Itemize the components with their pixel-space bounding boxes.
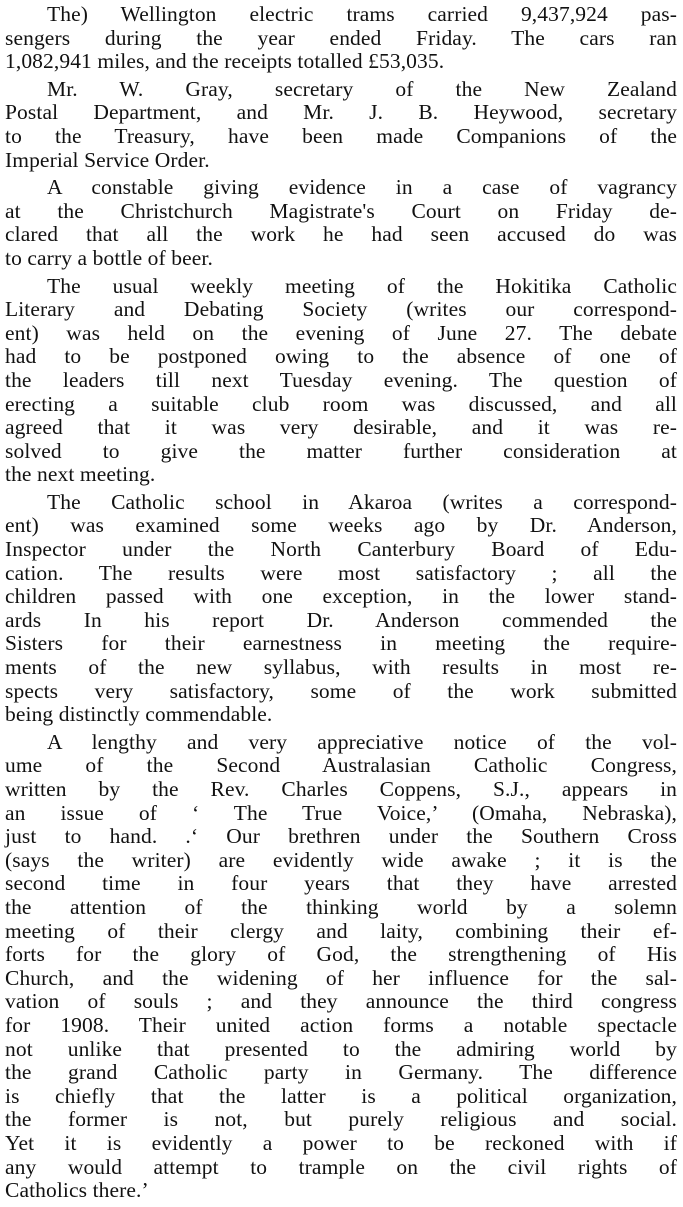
- text-line: Postal Department, and Mr. J. B. Heywood, secretary: [5, 100, 677, 125]
- text-line: an issue of ‘ The True Voice,’ (Omaha, Nebraska),: [5, 800, 677, 825]
- text-line: agreed that it was very desirable, and it was re-: [5, 415, 677, 440]
- text-line: forts for the glory of God, the strengthening of His: [5, 942, 677, 967]
- paragraph-imperial-service-order: [5, 78, 677, 172]
- text-line: being distinctly commendable.: [5, 702, 273, 727]
- text-line: Church, and the widening of her influence for the sal-: [5, 965, 677, 990]
- text-line: ent) was examined some weeks ago by Dr. Anderson,: [5, 513, 677, 538]
- text-line: ments of the new syllabus, with results in most re-: [5, 655, 677, 680]
- text-line: The usual weekly meeting of the Hokitika Catholic: [47, 273, 677, 298]
- text-line: the former is not, but purely religious and social.: [5, 1107, 677, 1132]
- paragraph-hokitika-society: [5, 275, 677, 487]
- text-line: solved to give the matter further consideration at: [5, 438, 677, 463]
- text-line: children passed with one exception, in the lower stand-: [5, 584, 677, 609]
- paragraph-vagrancy-case: [5, 176, 677, 270]
- text-line: ards In his report Dr. Anderson commended the: [5, 607, 677, 632]
- text-line: for 1908. Their united action forms a notable spectacle: [5, 1012, 677, 1037]
- article-column: [5, 3, 677, 1207]
- text-line: The) Wellington electric trams carried 9,437,924 pas-: [47, 2, 677, 26]
- text-line: second time in four years that they have arrested: [5, 871, 677, 896]
- text-line: Yet it is evidently a power to be reckoned with if: [5, 1130, 677, 1155]
- text-line: The Catholic school in Akaroa (writes a correspond-: [47, 489, 677, 514]
- text-line: ent) was held on the evening of June 27. The debate: [5, 320, 677, 345]
- text-line: the next meeting.: [5, 462, 156, 487]
- paragraph-akaroa-school: [5, 491, 677, 727]
- text-line: Sisters for their earnestness in meeting the require-: [5, 631, 677, 656]
- text-line: Literary and Debating Society (writes our correspond-: [5, 297, 677, 322]
- text-line: Inspector under the North Canterbury Board of Edu-: [5, 537, 677, 562]
- text-line: the leaders till next Tuesday evening. The question of: [5, 367, 677, 392]
- text-line: not unlike that presented to the admiring world by: [5, 1036, 677, 1061]
- text-line: A constable giving evidence in a case of vagrancy: [47, 175, 677, 200]
- text-line: sengers during the year ended Friday. The cars ran: [5, 25, 677, 50]
- paragraph-catholic-congress: [5, 731, 677, 1203]
- text-line: (says the writer) are evidently wide awake ; it is the: [5, 847, 677, 872]
- text-line: at the Christchurch Magistrate's Court on Friday de-: [5, 198, 677, 223]
- text-line: erecting a suitable club room was discussed, and all: [5, 391, 677, 416]
- text-line: spects very satisfactory, some of the work submitted: [5, 678, 677, 703]
- text-line: Catholics there.’: [5, 1178, 149, 1203]
- text-line: written by the Rev. Charles Coppens, S.J., appears in: [5, 777, 677, 801]
- text-line: is chiefly that the latter is a political organization,: [5, 1083, 677, 1108]
- text-line: meeting of their clergy and laity, combining their ef-: [5, 918, 677, 943]
- text-line: cation. The results were most satisfactory ; all the: [5, 560, 677, 585]
- text-line: just to hand. .‘ Our brethren under the Southern Cross: [5, 824, 677, 849]
- text-line: the attention of the thinking world by a solemn: [5, 894, 677, 919]
- text-line: Imperial Service Order.: [5, 147, 210, 172]
- text-line: A lengthy and very appreciative notice of the vol-: [47, 729, 677, 754]
- text-line: ume of the Second Australasian Catholic Congress,: [5, 753, 677, 778]
- text-line: the grand Catholic party in Germany. The difference: [5, 1060, 677, 1085]
- text-line: clared that all the work he had seen accused do was: [5, 222, 677, 247]
- text-line: 1,082,941 miles, and the receipts totalled £53,035.: [5, 49, 445, 74]
- text-line: Mr. W. Gray, secretary of the New Zealand: [47, 76, 677, 101]
- text-line: vation of souls ; and they announce the third congress: [5, 989, 677, 1014]
- text-line: to the Treasury, have been made Companions of the: [5, 123, 677, 148]
- text-line: to carry a bottle of beer.: [5, 245, 213, 270]
- text-line: any would attempt to trample on the civil rights of: [5, 1154, 677, 1179]
- paragraph-wellington-trams: [5, 3, 677, 74]
- text-line: had to be postponed owing to the absence of one of: [5, 344, 677, 369]
